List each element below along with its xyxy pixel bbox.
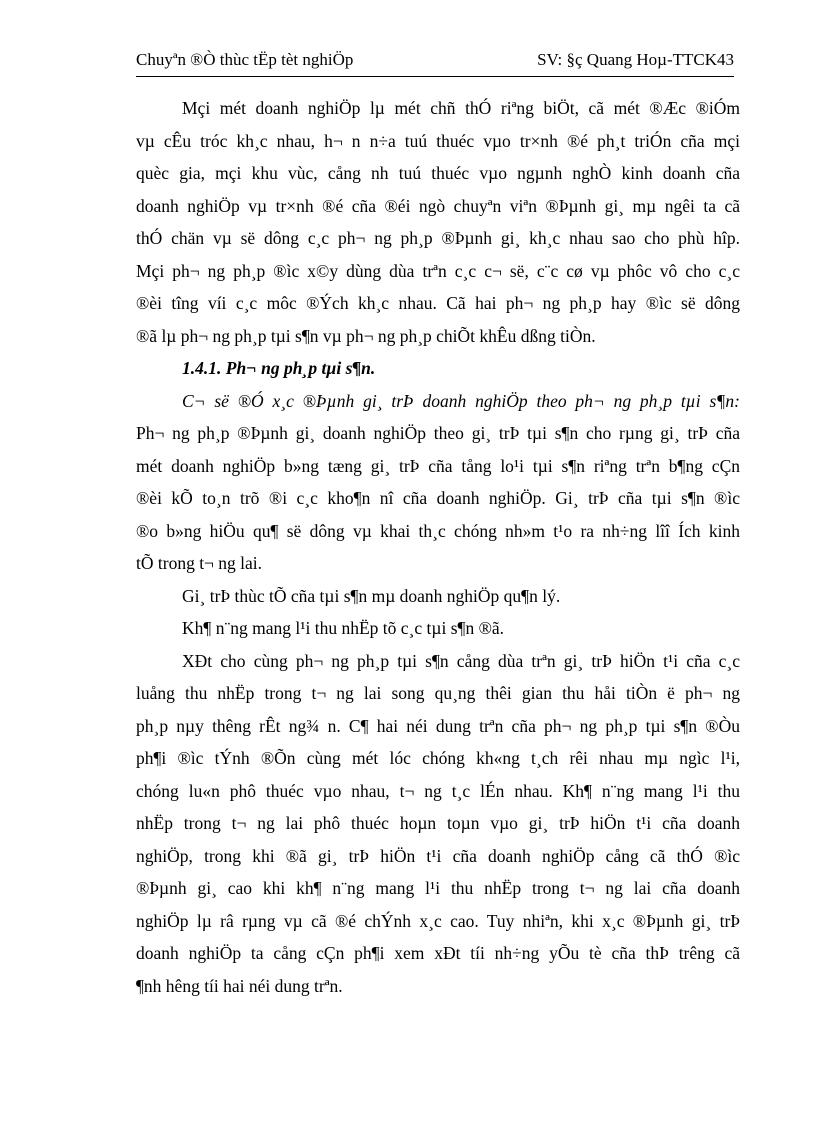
header-author: SV: §ç Quang Hoµ-TTCK43 [537, 50, 734, 69]
paragraph-line: nghiÖp lµ râ rµng vµ cã ®é chÝnh x¸c cao. Tuy nhiªn, khi x¸c ®Þµnh gi¸ trÞ [136, 910, 740, 931]
paragraph-line: ®ã lµ ph¬ ng ph¸p tµi s¶n vµ ph¬ ng ph¸p chiÕt khÊu dßng tiÒn. [136, 325, 596, 346]
paragraph-line: Ph¬ ng ph¸p ®Þµnh gi¸ doanh nghiÖp theo gi¸ trÞ tµi s¶n cho rµng gi¸ trÞ cña [136, 423, 740, 443]
paragraph-line: Mçi mét doanh nghiÖp lµ mét chñ thÓ riªng biÖt, cã mét ®Æc ®iÓm [182, 98, 740, 118]
italic-subheading: C¬ së ®Ó x¸c ®Þµnh gi¸ trÞ doanh nghiÖp theo ph¬ ng ph¸p tµi s¶n: [182, 390, 740, 411]
paragraph-line: Mçi ph¬ ng ph¸p ®ìc x©y dùng dùa trªn c¸c c¬ së, c¨c cø vµ phôc vô cho c¸c [136, 260, 740, 281]
paragraph-line: ph¶i ®ìc tÝnh ®Õn cùng mét lóc chóng kh«ng t¸ch rêi nhau mµ ngìc l¹i, [136, 748, 740, 768]
paragraph-line: thÓ chän vµ së dông c¸c ph¬ ng ph¸p ®Þµnh gi¸ kh¸c nhau sao cho phù hîp. [136, 228, 740, 248]
paragraph-line: XÐt cho cùng ph¬ ng ph¸p tµi s¶n cång dùa trªn gi¸ trÞ hiÖn t¹i cña c¸c [182, 650, 740, 671]
paragraph-line: ®Þµnh gi¸ cao khi kh¶ n¨ng mang l¹i thu nhËp trong t¬ ng lai cña doanh [136, 878, 740, 898]
paragraph-line: doanh nghiÖp ta cång cÇn ph¶i xem xÐt tíi nh÷ng yÕu tè cña thÞ trêng cã [136, 943, 740, 963]
paragraph-line: ¶nh hêng tíi hai néi dung trªn. [136, 975, 343, 996]
paragraph-line: nhËp trong t¬ ng lai phô thuéc hoµn toµn vµo gi¸ trÞ hiÖn t¹i cña doanh [136, 813, 740, 833]
paragraph-line: nghiÖp, trong khi ®ã gi¸ trÞ hiÖn t¹i cña doanh nghiÖp cång cã thÓ ®ìc [136, 845, 740, 866]
page-header [136, 48, 734, 77]
paragraph-line: doanh nghiÖp vµ tr×nh ®é cña ®éi ngò chuyªn viªn ®Þµnh gi¸ mµ ngêi ta cã [136, 195, 740, 216]
section-heading: 1.4.1. Ph¬ ng ph¸p tµi s¶n. [182, 358, 376, 378]
document-body [136, 92, 740, 1002]
paragraph-line: luång thu nhËp trong t¬ ng lai song qu¸ng thêi gian thu håi tiÒn ë ph¬ ng [136, 683, 740, 703]
paragraph-line: Kh¶ n¨ng mang l¹i thu nhËp tõ c¸c tµi s¶n ®ã. [182, 618, 505, 638]
paragraph-line: Gi¸ trÞ thùc tÕ cña tµi s¶n mµ doanh nghiÖp qu¶n lý. [182, 585, 561, 606]
paragraph-line: ®èi kÕ to¸n trõ ®i c¸c kho¶n nî cña doanh nghiÖp. Gi¸ trÞ cña tµi s¶n ®ìc [136, 488, 740, 508]
paragraph-line: chóng lu«n phô thuéc vµo nhau, t¬ ng t¸c lÉn nhau. Kh¶ n¨ng mang l¹i thu [136, 780, 740, 801]
header-title: Chuyªn ®Ò thùc tËp tèt nghiÖp [136, 50, 354, 69]
paragraph-line: tÕ trong t¬ ng lai. [136, 553, 263, 573]
paragraph-line: vµ cÊu tróc kh¸c nhau, h¬ n n÷a tuú thuéc vµo tr×nh ®é ph¸t triÓn cña mçi [136, 130, 740, 151]
paragraph-line: ®èi tîng víi c¸c môc ®Ých kh¸c nhau. Cã hai ph¬ ng ph¸p hay ®ìc së dông [136, 293, 740, 313]
paragraph-line: quèc gia, mçi khu vùc, cång nh tuú thuéc vµo ngµnh nghÒ kinh doanh cña [136, 163, 740, 183]
paragraph-line: ph¸p nµy thêng rÊt ng¾ n. C¶ hai néi dung trªn cña ph¬ ng ph¸p tµi s¶n ®Òu [136, 715, 740, 736]
paragraph-line: mét doanh nghiÖp b»ng tæng gi¸ trÞ cña tång lo¹i tµi s¶n riªng trªn b¶ng cÇn [136, 455, 740, 476]
paragraph-line: ®o b»ng hiÖu qu¶ së dông vµ khai th¸c chóng nh»m t¹o ra nh÷ng lîî Ích kinh [136, 520, 740, 541]
